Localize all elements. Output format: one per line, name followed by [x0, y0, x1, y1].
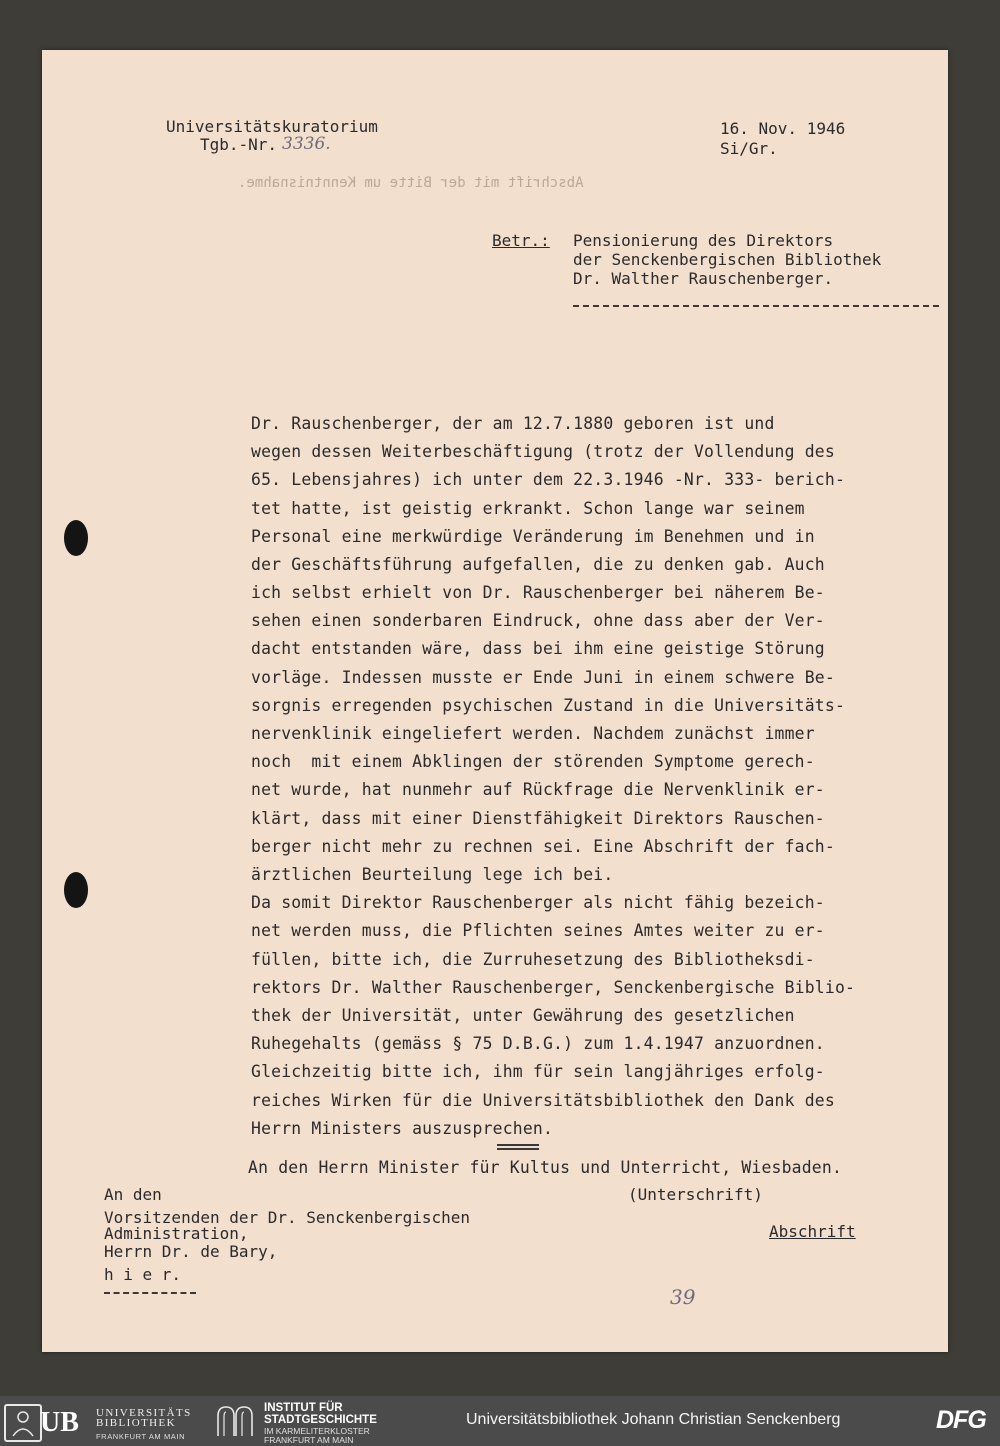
body-line: ärztlichen Beurteilung lege ich bei.: [251, 865, 614, 884]
body-line: klärt, dass mit einer Dienstfähigkeit Direktors Rauschen-: [251, 809, 825, 828]
ub-logo-subtitle: FRANKFURT AM MAIN: [96, 1432, 186, 1441]
ub-logo-text: UNIVERSITÄTS BIBLIOTHEK: [96, 1407, 192, 1429]
body-line: Gleichzeitig bitte ich, ihm für sein langjähriges erfolg-: [251, 1062, 825, 1081]
recipient-divider: [104, 1292, 196, 1294]
body-line: sorgnis erregenden psychischen Zustand in die Universitäts-: [251, 696, 846, 715]
library-name: Universitätsbibliothek Johann Christian Senckenberg: [466, 1411, 841, 1428]
punch-hole-top: [64, 520, 88, 556]
recipient-line: Herrn Dr. de Bary,: [104, 1242, 278, 1261]
body-line: nervenklinik eingeliefert werden. Nachdem zunächst immer: [251, 724, 815, 743]
page-mark: 39: [670, 1285, 696, 1309]
addressee-line: An den Herrn Minister für Kultus und Unterricht, Wiesbaden.: [248, 1158, 843, 1177]
body-line: noch mit einem Abklingen der störenden Symptome gerech-: [251, 752, 815, 771]
body-line: Da somit Direktor Rauschenberger als nicht fähig bezeich-: [251, 893, 825, 912]
ub-logo-icon: [4, 1404, 42, 1442]
body-line: reiches Wirken für die Universitätsbibliothek den Dank des: [251, 1091, 835, 1110]
recipient-line: Administration,: [104, 1224, 249, 1243]
body-line: Herrn Ministers auszusprechen.: [251, 1119, 554, 1138]
recipient-line: Vorsitzenden der Dr. Senckenbergischen: [104, 1208, 471, 1227]
recipient-line: h i e r.: [104, 1265, 182, 1284]
body-line: tet hatte, ist geistig erkrankt. Schon lange war seinem: [251, 499, 805, 518]
body-line: ich selbst erhielt von Dr. Rauschenberger bei näherem Be-: [251, 583, 825, 602]
institute-title: INSTITUT FÜR STADTGESCHICHTE: [264, 1402, 377, 1426]
letter-date: 16. Nov. 1946: [720, 119, 846, 138]
institute-arches-icon: [216, 1404, 256, 1438]
letter-page: [42, 50, 948, 1352]
office-name: Universitätskuratorium: [166, 117, 378, 136]
body-line: rektors Dr. Walther Rauschenberger, Senckenbergische Biblio-: [251, 978, 856, 997]
body-line: wegen dessen Weiterbeschäftigung (trotz der Vollendung des: [251, 442, 835, 461]
subject-divider: [573, 305, 939, 307]
body-line: sehen einen sonderbaren Eindruck, ohne dass aber der Ver-: [251, 611, 825, 630]
body-line: dacht entstanden wäre, dass bei ihm eine geistige Störung: [251, 639, 825, 658]
body-line: 65. Lebensjahres) ich unter dem 22.3.1946 -Nr. 333- berich-: [251, 470, 846, 489]
recipient-line: An den: [104, 1185, 162, 1204]
dfg-logo: DFG: [936, 1406, 986, 1434]
body-line: Personal eine merkwürdige Veränderung im Benehmen und in: [251, 527, 815, 546]
letter-initials: Si/Gr.: [720, 139, 778, 158]
subject-label: Betr.:: [492, 231, 550, 250]
institute-subtitle: IM KARMELITERKLOSTER FRANKFURT AM MAIN: [264, 1426, 370, 1445]
body-line: Dr. Rauschenberger, der am 12.7.1880 geboren ist und: [251, 414, 775, 433]
faint-bleed-through-line: Abschrift mit der Bitte um Kenntnisnahme.: [238, 175, 584, 191]
subject-line: Pensionierung des Direktors: [573, 231, 834, 250]
body-line: Ruhegehalts (gemäss § 75 D.B.G.) zum 1.4.1947 anzuordnen.: [251, 1034, 825, 1053]
signature-placeholder: (Unterschrift): [628, 1185, 763, 1204]
body-line: der Geschäftsführung aufgefallen, die zu denken gab. Auch: [251, 555, 825, 574]
body-line: berger nicht mehr zu rechnen sei. Eine Abschrift der fach-: [251, 837, 835, 856]
digitization-footer: [0, 1396, 1000, 1446]
body-line: füllen, bitte ich, die Zurruhesetzung des Bibliotheksdi-: [251, 950, 815, 969]
body-line: net werden muss, die Pflichten seines Amtes weiter zu er-: [251, 921, 825, 940]
reference-label: Tgb.-Nr.: [200, 135, 278, 154]
body-line: thek der Universität, unter Gewährung des gesetzlichen: [251, 1006, 795, 1025]
punch-hole-bottom: [64, 872, 88, 908]
ub-logo-letters: UB: [40, 1407, 79, 1438]
subject-line: der Senckenbergischen Bibliothek: [573, 250, 882, 269]
subject-line: Dr. Walther Rauschenberger.: [573, 269, 834, 288]
body-line: net wurde, hat nunmehr auf Rückfrage die Nervenklinik er-: [251, 780, 825, 799]
copy-label: Abschrift: [769, 1222, 856, 1241]
body-line: vorläge. Indessen musste er Ende Juni in einem schwere Be-: [251, 668, 835, 687]
reference-number: 3336.: [282, 134, 331, 154]
double-rule-divider: [497, 1144, 539, 1150]
